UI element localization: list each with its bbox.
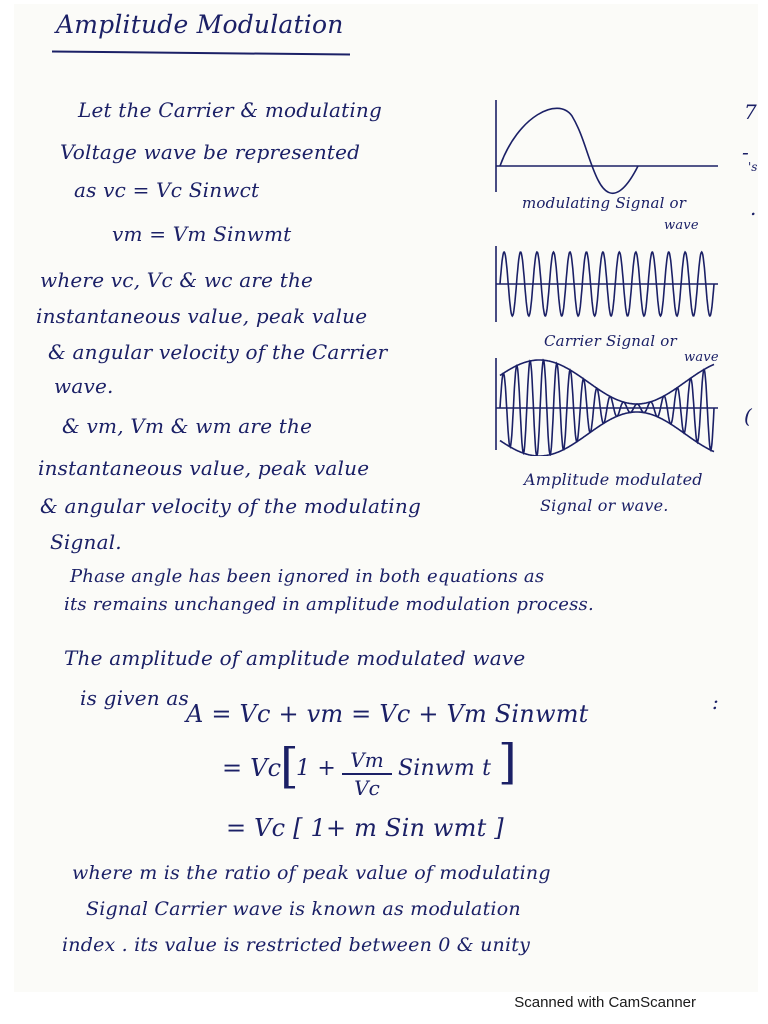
equation-3: = Vc [ 1+ m Sin wmt ]: [226, 814, 504, 842]
am-wave: [496, 358, 718, 456]
fraction: [342, 748, 392, 800]
text-line: its remains unchanged in amplitude modulation process.: [64, 594, 594, 615]
text-line: index . its value is restricted between 0 & unity: [62, 934, 531, 956]
modulating-wave: [496, 100, 718, 193]
text-line: instantaneous value, peak value: [36, 304, 368, 328]
text-line: where m is the ratio of peak value of modulating: [72, 862, 551, 884]
carrier-label-2: wave: [684, 350, 719, 365]
margin-mark: .: [750, 196, 757, 220]
footer-watermark: Scanned with CamScanner: [514, 994, 696, 1011]
am-label: Amplitude modulated: [524, 470, 703, 489]
equation-1: A = Vc + vm = Vc + Vm Sinwmt: [186, 700, 589, 728]
fraction-numerator: Vm: [350, 748, 384, 772]
margin-mark: (: [744, 404, 752, 428]
text-line: Voltage wave be represented: [60, 140, 361, 164]
text-line: & vm, Vm & wm are the: [62, 414, 313, 438]
text-line: instantaneous value, peak value: [38, 456, 370, 480]
text-line: Let the Carrier & modulating: [78, 98, 383, 122]
text-line: Signal Carrier wave is known as modulation: [86, 898, 521, 920]
text-line: is given as: [80, 686, 189, 710]
modulating-label-2: wave: [664, 218, 699, 233]
modulating-label: modulating Signal or: [522, 194, 687, 212]
text-line: where vc, Vc & wc are the: [40, 268, 314, 292]
equation-2-prefix: = Vc: [222, 754, 282, 782]
margin-mark: -: [742, 140, 749, 164]
text-line: vm = Vm Sinwmt: [112, 222, 292, 246]
fraction-bar: [342, 773, 392, 775]
margin-mark: 's: [748, 160, 758, 174]
text-line: Phase angle has been ignored in both equations as: [70, 566, 545, 587]
text-line: The amplitude of amplitude modulated wave: [64, 646, 526, 670]
text-line: as vc = Vc Sinwct: [74, 178, 260, 202]
carrier-label: Carrier Signal or: [544, 332, 677, 350]
text-line: & angular velocity of the Carrier: [48, 340, 388, 364]
equation-2-suffix: Sinwm t: [398, 756, 492, 781]
right-bracket: ]: [498, 734, 517, 790]
waveform-diagrams: [488, 96, 738, 456]
margin-mark: :: [712, 690, 719, 714]
margin-mark: 7: [744, 100, 757, 124]
left-bracket: [: [280, 738, 299, 794]
text-line: Signal.: [50, 530, 122, 554]
page-title: Amplitude Modulation: [56, 10, 344, 39]
fraction-denominator: Vc: [354, 776, 380, 800]
text-line: wave.: [54, 374, 114, 398]
footer-bar: [0, 994, 768, 1024]
am-label-2: Signal or wave.: [540, 496, 669, 515]
text-line: & angular velocity of the modulating: [40, 494, 421, 518]
carrier-wave: [496, 246, 718, 322]
equation-2-one: 1 +: [296, 756, 337, 781]
